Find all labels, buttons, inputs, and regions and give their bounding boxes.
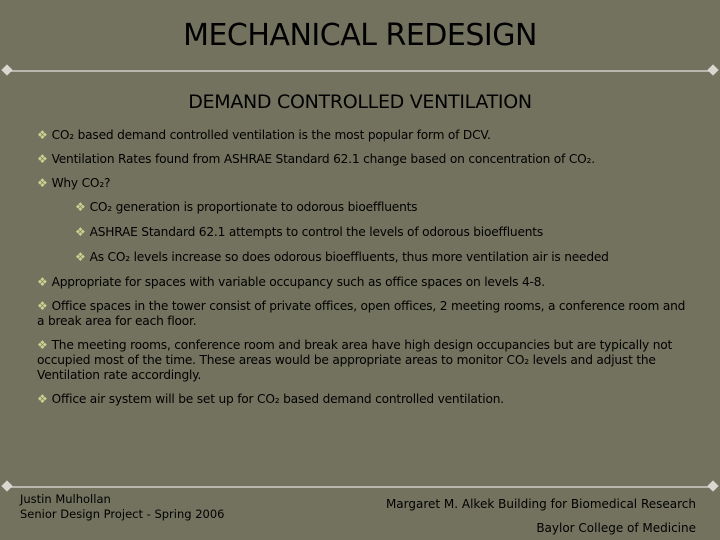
bullet-item: [37, 275, 696, 290]
footer-right: [386, 492, 696, 540]
bullet-text: As CO₂ levels increase so does odorous bioeffluents, thus more ventilation air is needed: [89, 250, 609, 264]
bullet-list: [37, 128, 696, 416]
diamond-bullet-icon: ❖: [37, 392, 48, 406]
bullet-text: CO₂ generation is proportionate to odorous bioeffluents: [89, 200, 418, 214]
top-divider: [8, 70, 712, 72]
sub-bullet-item: [75, 250, 696, 265]
bullet-text: Appropriate for spaces with variable occupancy such as office spaces on levels 4-8.: [51, 275, 545, 289]
footer-author: Justin Mulhollan: [20, 492, 111, 506]
footer-project: Senior Design Project - Spring 2006: [20, 507, 225, 521]
diamond-bullet-icon: ❖: [75, 225, 86, 239]
slide-subtitle: DEMAND CONTROLLED VENTILATION: [188, 91, 532, 113]
bullet-item: [37, 152, 696, 167]
diamond-bullet-icon: ❖: [37, 299, 48, 313]
bullet-item: [37, 299, 696, 329]
bullet-text: ASHRAE Standard 62.1 attempts to control the levels of odorous bioeffluents: [89, 225, 543, 239]
diamond-bullet-icon: ❖: [75, 200, 86, 214]
sub-bullet-item: [75, 200, 696, 215]
bottom-divider: [8, 486, 712, 488]
footer-left: [20, 492, 224, 522]
bullet-text: Office air system will be set up for CO₂ based demand controlled ventilation.: [51, 392, 504, 406]
diamond-bullet-icon: ❖: [37, 275, 48, 289]
bullet-text: Why CO₂?: [51, 176, 111, 190]
bullet-item: [37, 392, 696, 407]
diamond-bullet-icon: ❖: [37, 128, 48, 142]
diamond-bullet-icon: ❖: [37, 152, 48, 166]
bullet-text: Ventilation Rates found from ASHRAE Standard 62.1 change based on concentration of CO₂.: [51, 152, 595, 166]
bullet-item: [37, 338, 696, 383]
diamond-bullet-icon: ❖: [37, 176, 48, 190]
bullet-item: [37, 176, 696, 191]
bullet-item: [37, 128, 696, 143]
sub-bullet-item: [75, 225, 696, 240]
slide-title: MECHANICAL REDESIGN: [183, 18, 537, 53]
footer-building: Margaret M. Alkek Building for Biomedical Research: [385, 497, 696, 511]
diamond-bullet-icon: ❖: [37, 338, 48, 352]
diamond-bullet-icon: ❖: [75, 250, 86, 264]
bullet-text: Office spaces in the tower consist of private offices, open offices, 2 meeting rooms, a conference room and a break area for each floor.: [37, 299, 686, 328]
bullet-text: The meeting rooms, conference room and break area have high design occupancies but are typically not occupied most of the time. These areas would be appropriate areas to monitor CO₂ levels and adjust the Ventilation rate accordingly.: [37, 338, 673, 382]
bullet-text: CO₂ based demand controlled ventilation is the most popular form of DCV.: [51, 128, 491, 142]
footer-institution: Baylor College of Medicine: [536, 521, 696, 535]
